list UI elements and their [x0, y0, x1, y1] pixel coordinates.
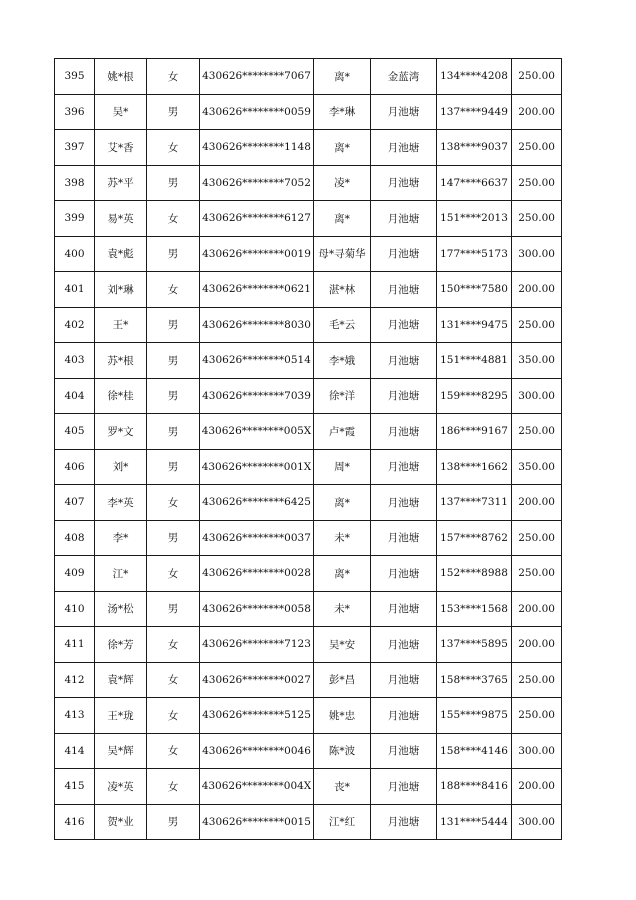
- row-number: 403: [55, 343, 95, 379]
- id-card-number: 430626********0019: [200, 236, 314, 272]
- id-card-number: 430626********1148: [200, 130, 314, 166]
- table-row: [55, 591, 562, 627]
- village: 月池塘: [371, 307, 437, 343]
- row-number: 396: [55, 94, 95, 130]
- phone-number: 137****9449: [437, 94, 512, 130]
- table-row: [55, 201, 562, 237]
- table-row: [55, 236, 562, 272]
- gender: 男: [147, 591, 200, 627]
- table-row: [55, 449, 562, 485]
- row-number: 398: [55, 165, 95, 201]
- village: 月池塘: [371, 698, 437, 734]
- id-card-number: 430626********004X: [200, 769, 314, 805]
- village: 月池塘: [371, 165, 437, 201]
- amount: 200.00: [512, 272, 562, 308]
- table-row: [55, 414, 562, 450]
- id-card-number: 430626********6127: [200, 201, 314, 237]
- amount: 200.00: [512, 627, 562, 663]
- table-row: [55, 59, 562, 95]
- village: 月池塘: [371, 94, 437, 130]
- phone-number: 177****5173: [437, 236, 512, 272]
- table-row: [55, 165, 562, 201]
- gender: 女: [147, 627, 200, 663]
- person-name: 凌*英: [95, 769, 147, 805]
- id-card-number: 430626********0027: [200, 662, 314, 698]
- phone-number: 137****5895: [437, 627, 512, 663]
- id-card-number: 430626********7052: [200, 165, 314, 201]
- relation: 离*: [314, 485, 371, 521]
- amount: 200.00: [512, 591, 562, 627]
- phone-number: 131****9475: [437, 307, 512, 343]
- gender: 男: [147, 236, 200, 272]
- person-name: 艾*香: [95, 130, 147, 166]
- phone-number: 158****4146: [437, 733, 512, 769]
- amount: 300.00: [512, 378, 562, 414]
- id-card-number: 430626********5125: [200, 698, 314, 734]
- person-name: 苏*平: [95, 165, 147, 201]
- id-card-number: 430626********005X: [200, 414, 314, 450]
- table-row: [55, 698, 562, 734]
- id-card-number: 430626********001X: [200, 449, 314, 485]
- gender: 女: [147, 272, 200, 308]
- village: 月池塘: [371, 236, 437, 272]
- id-card-number: 430626********8030: [200, 307, 314, 343]
- id-card-number: 430626********0058: [200, 591, 314, 627]
- relation: 周*: [314, 449, 371, 485]
- phone-number: 131****5444: [437, 804, 512, 840]
- amount: 300.00: [512, 236, 562, 272]
- roster-body: [55, 59, 562, 840]
- amount: 250.00: [512, 414, 562, 450]
- relation: 陈*波: [314, 733, 371, 769]
- amount: 250.00: [512, 698, 562, 734]
- row-number: 413: [55, 698, 95, 734]
- village: 金蓝湾: [371, 59, 437, 95]
- gender: 男: [147, 94, 200, 130]
- row-number: 404: [55, 378, 95, 414]
- person-name: 袁*彪: [95, 236, 147, 272]
- phone-number: 150****7580: [437, 272, 512, 308]
- relation: 离*: [314, 59, 371, 95]
- relation: 李*娥: [314, 343, 371, 379]
- amount: 250.00: [512, 201, 562, 237]
- id-card-number: 430626********7123: [200, 627, 314, 663]
- person-name: 王*: [95, 307, 147, 343]
- relation: 李*琳: [314, 94, 371, 130]
- table-row: [55, 733, 562, 769]
- relation: 吴*安: [314, 627, 371, 663]
- id-card-number: 430626********0015: [200, 804, 314, 840]
- village: 月池塘: [371, 485, 437, 521]
- table-row: [55, 130, 562, 166]
- amount: 350.00: [512, 449, 562, 485]
- id-card-number: 430626********6425: [200, 485, 314, 521]
- amount: 300.00: [512, 733, 562, 769]
- village: 月池塘: [371, 733, 437, 769]
- person-name: 袁*辉: [95, 662, 147, 698]
- person-name: 王*珑: [95, 698, 147, 734]
- row-number: 414: [55, 733, 95, 769]
- row-number: 415: [55, 769, 95, 805]
- roster-table: [54, 58, 562, 840]
- person-name: 李*英: [95, 485, 147, 521]
- amount: 200.00: [512, 769, 562, 805]
- amount: 250.00: [512, 556, 562, 592]
- row-number: 409: [55, 556, 95, 592]
- gender: 男: [147, 449, 200, 485]
- gender: 女: [147, 59, 200, 95]
- row-number: 408: [55, 520, 95, 556]
- gender: 女: [147, 485, 200, 521]
- amount: 250.00: [512, 130, 562, 166]
- village: 月池塘: [371, 804, 437, 840]
- id-card-number: 430626********0514: [200, 343, 314, 379]
- id-card-number: 430626********7039: [200, 378, 314, 414]
- relation: 离*: [314, 130, 371, 166]
- relation: 丧*: [314, 769, 371, 805]
- table-row: [55, 520, 562, 556]
- person-name: 姚*根: [95, 59, 147, 95]
- village: 月池塘: [371, 272, 437, 308]
- row-number: 401: [55, 272, 95, 308]
- table-row: [55, 378, 562, 414]
- village: 月池塘: [371, 449, 437, 485]
- phone-number: 157****8762: [437, 520, 512, 556]
- table-row: [55, 627, 562, 663]
- phone-number: 151****2013: [437, 201, 512, 237]
- relation: 离*: [314, 201, 371, 237]
- relation: 彭*昌: [314, 662, 371, 698]
- person-name: 李*: [95, 520, 147, 556]
- village: 月池塘: [371, 130, 437, 166]
- phone-number: 152****8988: [437, 556, 512, 592]
- phone-number: 186****9167: [437, 414, 512, 450]
- id-card-number: 430626********0059: [200, 94, 314, 130]
- phone-number: 138****9037: [437, 130, 512, 166]
- person-name: 贺*业: [95, 804, 147, 840]
- relation: 未*: [314, 591, 371, 627]
- gender: 男: [147, 520, 200, 556]
- phone-number: 138****1662: [437, 449, 512, 485]
- village: 月池塘: [371, 378, 437, 414]
- village: 月池塘: [371, 662, 437, 698]
- row-number: 410: [55, 591, 95, 627]
- row-number: 416: [55, 804, 95, 840]
- phone-number: 137****7311: [437, 485, 512, 521]
- gender: 男: [147, 307, 200, 343]
- id-card-number: 430626********7067: [200, 59, 314, 95]
- relation: 母*寻菊华: [314, 236, 371, 272]
- person-name: 江*: [95, 556, 147, 592]
- row-number: 395: [55, 59, 95, 95]
- relation: 离*: [314, 556, 371, 592]
- table-row: [55, 662, 562, 698]
- amount: 250.00: [512, 520, 562, 556]
- amount: 200.00: [512, 94, 562, 130]
- person-name: 易*英: [95, 201, 147, 237]
- row-number: 406: [55, 449, 95, 485]
- row-number: 399: [55, 201, 95, 237]
- id-card-number: 430626********0028: [200, 556, 314, 592]
- phone-number: 151****4881: [437, 343, 512, 379]
- amount: 250.00: [512, 662, 562, 698]
- phone-number: 159****8295: [437, 378, 512, 414]
- phone-number: 158****3765: [437, 662, 512, 698]
- person-name: 刘*琳: [95, 272, 147, 308]
- table-row: [55, 804, 562, 840]
- person-name: 徐*芳: [95, 627, 147, 663]
- phone-number: 188****8416: [437, 769, 512, 805]
- amount: 200.00: [512, 485, 562, 521]
- person-name: 刘*: [95, 449, 147, 485]
- table-row: [55, 343, 562, 379]
- person-name: 徐*桂: [95, 378, 147, 414]
- gender: 女: [147, 769, 200, 805]
- table-row: [55, 485, 562, 521]
- phone-number: 134****4208: [437, 59, 512, 95]
- relation: 江*红: [314, 804, 371, 840]
- village: 月池塘: [371, 343, 437, 379]
- amount: 250.00: [512, 307, 562, 343]
- gender: 男: [147, 804, 200, 840]
- person-name: 汤*松: [95, 591, 147, 627]
- gender: 女: [147, 698, 200, 734]
- id-card-number: 430626********0621: [200, 272, 314, 308]
- relation: 凌*: [314, 165, 371, 201]
- table-row: [55, 769, 562, 805]
- amount: 250.00: [512, 165, 562, 201]
- amount: 250.00: [512, 59, 562, 95]
- relation: 未*: [314, 520, 371, 556]
- gender: 女: [147, 662, 200, 698]
- gender: 女: [147, 733, 200, 769]
- row-number: 405: [55, 414, 95, 450]
- village: 月池塘: [371, 769, 437, 805]
- gender: 女: [147, 130, 200, 166]
- gender: 男: [147, 343, 200, 379]
- amount: 350.00: [512, 343, 562, 379]
- person-name: 苏*根: [95, 343, 147, 379]
- person-name: 吴*: [95, 94, 147, 130]
- village: 月池塘: [371, 627, 437, 663]
- amount: 300.00: [512, 804, 562, 840]
- table-row: [55, 272, 562, 308]
- phone-number: 155****9875: [437, 698, 512, 734]
- table-row: [55, 556, 562, 592]
- row-number: 402: [55, 307, 95, 343]
- gender: 男: [147, 378, 200, 414]
- village: 月池塘: [371, 201, 437, 237]
- row-number: 412: [55, 662, 95, 698]
- gender: 女: [147, 201, 200, 237]
- table-row: [55, 307, 562, 343]
- village: 月池塘: [371, 556, 437, 592]
- gender: 男: [147, 165, 200, 201]
- row-number: 397: [55, 130, 95, 166]
- id-card-number: 430626********0046: [200, 733, 314, 769]
- table-row: [55, 94, 562, 130]
- phone-number: 147****6637: [437, 165, 512, 201]
- relation: 毛*云: [314, 307, 371, 343]
- row-number: 411: [55, 627, 95, 663]
- gender: 女: [147, 556, 200, 592]
- relation: 卢*霞: [314, 414, 371, 450]
- id-card-number: 430626********0037: [200, 520, 314, 556]
- village: 月池塘: [371, 414, 437, 450]
- relation: 姚*忠: [314, 698, 371, 734]
- person-name: 吴*辉: [95, 733, 147, 769]
- phone-number: 153****1568: [437, 591, 512, 627]
- village: 月池塘: [371, 520, 437, 556]
- gender: 男: [147, 414, 200, 450]
- row-number: 407: [55, 485, 95, 521]
- person-name: 罗*文: [95, 414, 147, 450]
- relation: 徐*洋: [314, 378, 371, 414]
- village: 月池塘: [371, 591, 437, 627]
- relation: 湛*林: [314, 272, 371, 308]
- row-number: 400: [55, 236, 95, 272]
